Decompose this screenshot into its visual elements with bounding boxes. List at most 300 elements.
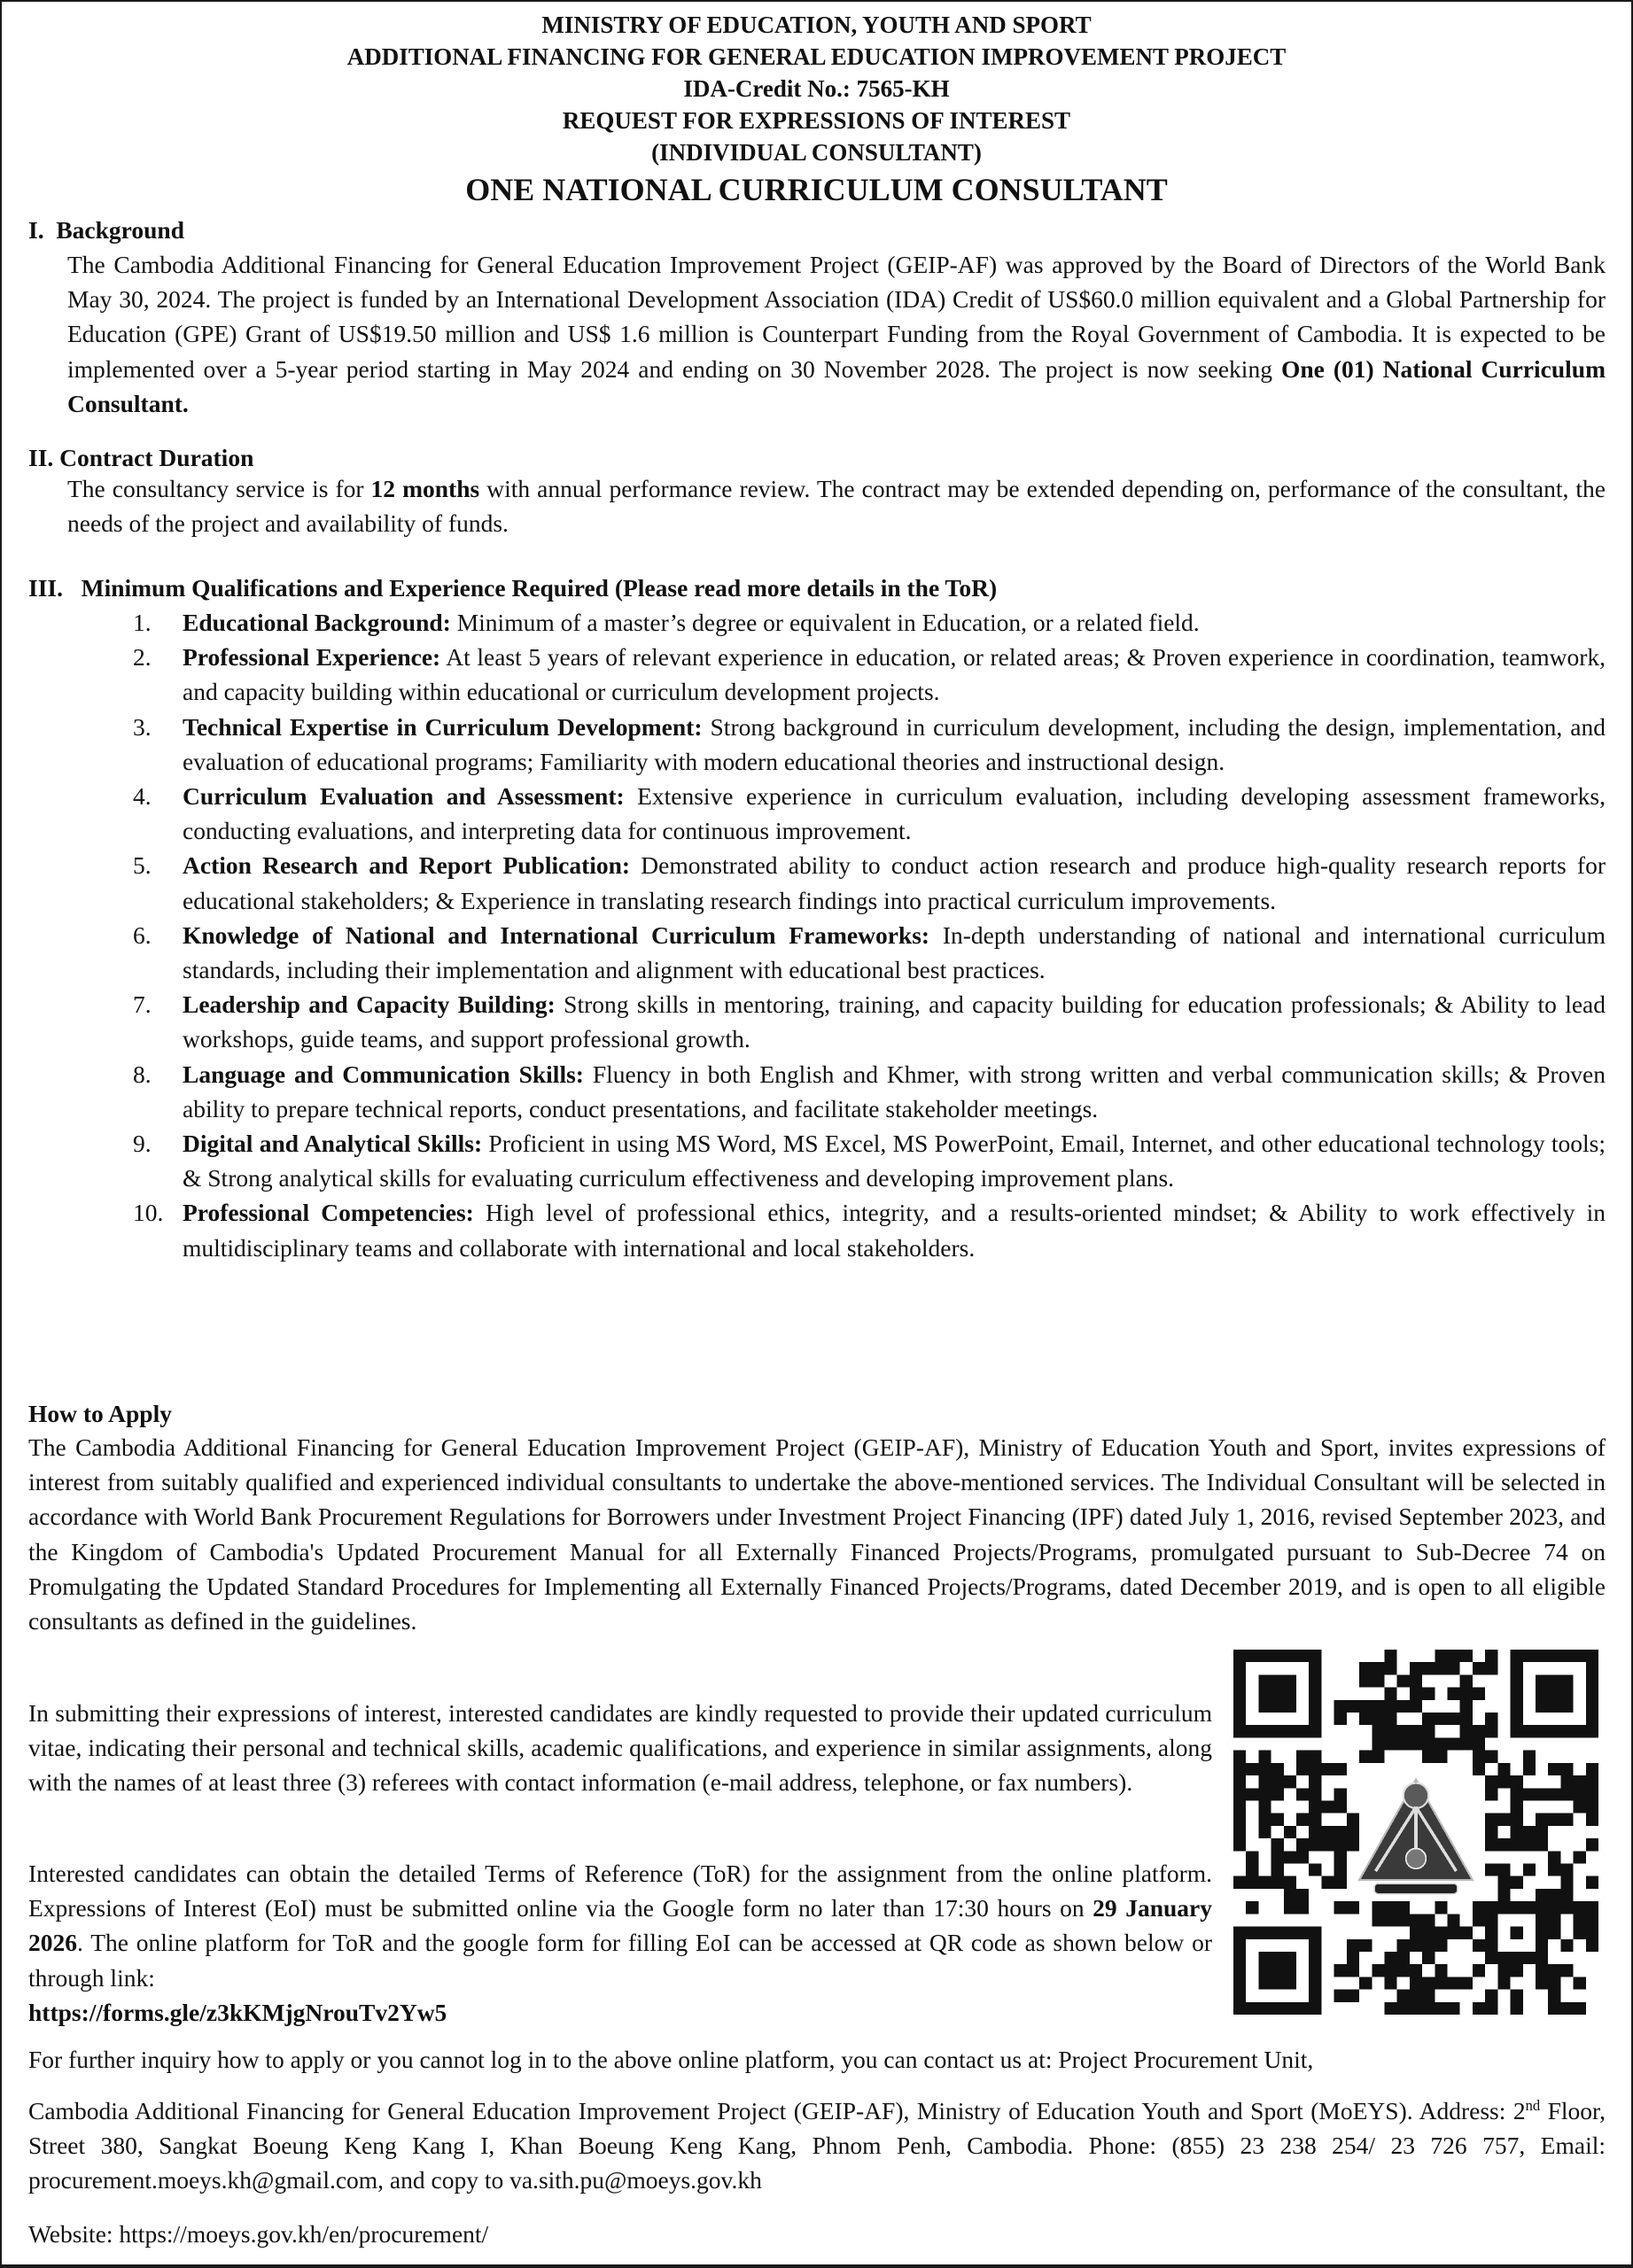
contract-duration: 12 months <box>370 475 480 502</box>
qr-module <box>1372 1901 1384 1914</box>
qr-module <box>1233 1800 1246 1813</box>
qr-module <box>1397 1914 1410 1926</box>
qr-module <box>1258 1952 1271 1964</box>
qr-module <box>1548 1851 1560 1863</box>
qr-module <box>1422 1725 1435 1737</box>
qr-module <box>1511 1775 1523 1788</box>
qr-module <box>1560 1674 1573 1687</box>
qr-module <box>1574 1788 1586 1800</box>
qr-module <box>1497 1838 1510 1851</box>
qr-module <box>1473 1964 1485 1977</box>
qr-module <box>1422 2002 1435 2015</box>
qr-module <box>1410 1977 1422 1989</box>
qr-module <box>1233 1990 1246 2002</box>
qr-module <box>1422 1977 1435 1989</box>
qr-module <box>1473 1763 1485 1775</box>
qr-module <box>1448 1688 1460 1700</box>
qr-module <box>1422 1751 1435 1763</box>
qr-module <box>1334 1800 1347 1813</box>
qualification-text: High level of professional ethics, integrity, and a results-oriented mindset; & Ability to work effectively in multidisciplinary teams and collaborate with international and local stakeholders. <box>183 1199 1606 1262</box>
qr-module <box>1548 1964 1560 1977</box>
apply-paragraph-2: In submitting their expressions of interest, interested candidates are kindly requested to provide their updated curriculum vitae, indicating their personal and technical skills, academic qualifications, and experience in similar assignments, along with the names of at least three (3) referees with contact information (e-mail address, telephone, or fax numbers). <box>28 1699 1212 1797</box>
qr-module <box>1284 1775 1296 1788</box>
qualification-label: Action Research and Report Publication: <box>183 851 631 880</box>
qr-module <box>1511 1688 1523 1700</box>
background-bold-text: One (01) National Curriculum Consultant. <box>67 354 1606 417</box>
qr-module <box>1548 1650 1560 1662</box>
qr-module <box>1422 1927 1435 1939</box>
qr-module <box>1233 1939 1246 1952</box>
qr-module <box>1233 1826 1246 1838</box>
qr-module <box>1586 1939 1598 1952</box>
inquiry-text: For further inquiry how to apply or you cannot log in to the above online platform, you can contact us at: Project Procurement Unit, <box>28 2046 1314 2073</box>
qr-module <box>1233 1927 1246 1939</box>
qr-module <box>1473 1662 1485 1674</box>
qr-module <box>1574 2002 1586 2015</box>
qr-module <box>1258 1814 1271 1826</box>
qr-module <box>1233 1952 1246 1964</box>
qr-module <box>1586 1914 1598 1926</box>
qr-module <box>1435 1901 1447 1914</box>
qr-module <box>1485 1751 1497 1763</box>
qr-module <box>1271 1725 1284 1737</box>
qr-module <box>1586 1700 1598 1713</box>
qr-module <box>1284 1650 1296 1662</box>
qr-module <box>1321 1800 1334 1813</box>
qr-module <box>1548 1688 1560 1700</box>
qualification-number: 4. <box>133 782 152 811</box>
qr-module <box>1284 1688 1296 1700</box>
qr-module <box>1435 1964 1447 1977</box>
qr-module <box>1548 1990 1560 2002</box>
qr-module <box>1296 1851 1309 1863</box>
qr-module <box>1397 1990 1410 2002</box>
apply-access-text: . The online platform for ToR and the google form for filling EoI can be accessed at QR code as shown below or through link: <box>28 1929 1212 1992</box>
qr-module <box>1511 1876 1523 1889</box>
section-title: Background <box>56 216 185 244</box>
qr-module <box>1536 1964 1548 1977</box>
qr-module <box>1485 1901 1497 1914</box>
qr-module <box>1511 1788 1523 1800</box>
qr-module <box>1309 1990 1321 2002</box>
qr-module <box>1347 1964 1359 1977</box>
qr-module <box>1560 1814 1573 1826</box>
qr-module <box>1511 2002 1523 2015</box>
qr-module <box>1246 1851 1258 1863</box>
qr-module <box>1397 1700 1410 1713</box>
qr-module <box>1485 2002 1497 2015</box>
qr-module <box>1258 1674 1271 1687</box>
qr-module <box>1497 1901 1510 1914</box>
qr-module <box>1586 1725 1598 1737</box>
qr-module <box>1574 1851 1586 1863</box>
qr-module <box>1384 1964 1396 1977</box>
qr-module <box>1523 1864 1536 1876</box>
qr-module <box>1372 1700 1384 1713</box>
qr-module <box>1258 1800 1271 1813</box>
contract-text: The consultancy service is for <box>67 475 371 502</box>
qr-module <box>1410 1700 1422 1713</box>
qr-module <box>1460 1927 1473 1939</box>
qr-module <box>1384 1977 1396 1989</box>
qr-module <box>1511 1826 1523 1838</box>
qr-module <box>1397 2002 1410 2015</box>
qr-module <box>1536 1674 1548 1687</box>
qr-module <box>1397 1674 1410 1687</box>
qr-module <box>1497 1889 1510 1901</box>
qr-module <box>1359 1674 1372 1687</box>
qr-module <box>1284 1927 1296 1939</box>
qr-module <box>1523 1952 1536 1964</box>
qr-module <box>1536 1826 1548 1838</box>
qr-module <box>1497 1964 1510 1977</box>
qr-module <box>1372 1751 1384 1763</box>
qr-module <box>1347 1939 1359 1952</box>
qr-module <box>1372 1737 1384 1750</box>
qr-module <box>1586 1788 1598 1800</box>
qr-module <box>1422 1713 1435 1725</box>
qualification-number: 3. <box>133 712 152 741</box>
qr-module <box>1258 1977 1271 1989</box>
qr-module <box>1359 1700 1372 1713</box>
qr-module <box>1271 1851 1284 1863</box>
qr-module <box>1560 1775 1573 1788</box>
qr-module <box>1334 1788 1347 1800</box>
qr-module <box>1372 1725 1384 1737</box>
qualification-text: Fluency in both English and Khmer, with strong written and verbal communication skills; & Proven ability to prepare technical reports, conduct presentations, and facilitate stakeholder meetings. <box>183 1060 1606 1122</box>
qr-module <box>1410 1725 1422 1737</box>
qr-module <box>1523 1838 1536 1851</box>
qualification-number: 1. <box>133 609 152 636</box>
qr-module <box>1258 1788 1271 1800</box>
qr-module <box>1485 1939 1497 1952</box>
qr-module <box>1309 1751 1321 1763</box>
qr-module <box>1309 1700 1321 1713</box>
qr-module <box>1586 1674 1598 1687</box>
qualification-label: Educational Background: <box>183 609 451 636</box>
qr-module <box>1485 1864 1497 1876</box>
google-form-link[interactable]: https://forms.gle/z3kKMjgNrouTv2Yw5 <box>28 1998 447 2026</box>
qr-module <box>1309 1650 1321 1662</box>
qr-module <box>1460 1737 1473 1750</box>
qr-module <box>1271 1674 1284 1687</box>
qr-module <box>1246 1650 1258 1662</box>
qr-module <box>1384 1914 1396 1926</box>
qualification-label: Digital and Analytical Skills: <box>183 1130 483 1158</box>
qr-module <box>1574 1650 1586 1662</box>
qr-module <box>1435 1751 1447 1763</box>
qr-module <box>1586 1650 1598 1662</box>
qr-module <box>1511 1650 1523 1662</box>
qr-module <box>1271 1688 1284 1700</box>
qr-module <box>1497 1775 1510 1788</box>
qr-module <box>1548 1788 1560 1800</box>
qr-module <box>1511 1713 1523 1725</box>
qr-module <box>1384 1725 1396 1737</box>
qr-module <box>1246 1876 1258 1889</box>
section-number: III. <box>28 574 63 602</box>
qr-module <box>1296 2002 1309 2015</box>
qr-module <box>1574 1927 1586 1939</box>
qr-module <box>1334 1990 1347 2002</box>
qr-module <box>1422 1688 1435 1700</box>
qr-module <box>1284 2002 1296 2015</box>
qr-module <box>1448 1914 1460 1926</box>
qr-module <box>1359 1977 1372 1989</box>
section-qualifications-heading <box>28 571 997 605</box>
qr-code-icon[interactable] <box>1233 1650 1598 2015</box>
qr-module <box>1523 1901 1536 1914</box>
qr-module <box>1384 1700 1396 1713</box>
qr-module <box>1233 1977 1246 1989</box>
qr-module <box>1574 1901 1586 1914</box>
qr-module <box>1511 1725 1523 1737</box>
qr-module <box>1321 1826 1334 1838</box>
qr-module <box>1246 1864 1258 1876</box>
qr-module <box>1536 1927 1548 1939</box>
qr-module <box>1511 1700 1523 1713</box>
qualification-text: Extensive experience in curriculum evaluation, including developing assessment frameworks, conducting evaluations, and interpreting data for continuous improvement. <box>183 782 1606 845</box>
qr-module <box>1334 1713 1347 1725</box>
qr-module <box>1560 1939 1573 1952</box>
background-text: The Cambodia Additional Financing for General Education Improvement Project (GEIP-AF) was approved by the Board of Directors of the World Bank May 30, 2024. The project is funded by an International Development Association (IDA) Credit of US$60.0 million equivalent and a Global Partnership for Education (GPE) Grant of US$19.50 million and US$ 1.6 million is Counterpart Funding from the Royal Government of Cambodia. It is expected to be implemented over a 5-year period starting in May 2024 and ending on 30 November 2028. The project is now seeking <box>67 251 1606 383</box>
qr-module <box>1296 1788 1309 1800</box>
qr-module <box>1309 1964 1321 1977</box>
qr-module <box>1485 1826 1497 1838</box>
qr-module <box>1397 1939 1410 1952</box>
qr-module <box>1473 1688 1485 1700</box>
qr-module <box>1258 1700 1271 1713</box>
qr-module <box>1246 1927 1258 1939</box>
qr-module <box>1334 1864 1347 1876</box>
qr-module <box>1574 1725 1586 1737</box>
qr-module <box>1233 1700 1246 1713</box>
qr-module <box>1233 1763 1246 1775</box>
qr-module <box>1548 1700 1560 1713</box>
qr-module <box>1258 1688 1271 1700</box>
qualification-item <box>133 640 1606 709</box>
qr-module <box>1271 1927 1284 1939</box>
qr-module <box>1511 1927 1523 1939</box>
qr-module <box>1523 1826 1536 1838</box>
qr-module <box>1536 1939 1548 1952</box>
qr-module <box>1560 2002 1573 2015</box>
qr-module <box>1523 1763 1536 1775</box>
qr-module <box>1372 1662 1384 1674</box>
qualification-text: In-depth understanding of national and international curriculum standards, including their implementation and alignment with educational best practices. <box>183 920 1606 984</box>
qr-module <box>1233 1650 1246 1662</box>
qr-module <box>1258 1763 1271 1775</box>
qr-module <box>1511 1800 1523 1813</box>
qr-module <box>1246 2002 1258 2015</box>
qr-module <box>1271 1977 1284 1989</box>
section-contract-heading <box>28 440 253 475</box>
qr-module <box>1233 1788 1246 1800</box>
qr-module <box>1497 1763 1510 1775</box>
qr-module <box>1258 1751 1271 1763</box>
qr-module <box>1384 1688 1396 1700</box>
qr-module <box>1258 1725 1271 1737</box>
qr-module <box>1473 1901 1485 1914</box>
qr-module <box>1309 1662 1321 1674</box>
qr-module <box>1246 1788 1258 1800</box>
qr-module <box>1473 2002 1485 2015</box>
qr-module <box>1536 1725 1548 1737</box>
qr-module <box>1397 1901 1410 1914</box>
qr-module <box>1347 1700 1359 1713</box>
qr-module <box>1560 1688 1573 1700</box>
contact-paragraph <box>28 2093 1606 2198</box>
qr-module <box>1574 1914 1586 1926</box>
qr-module <box>1271 1775 1284 1788</box>
qr-module <box>1574 1977 1586 1989</box>
qualification-text: At least 5 years of relevant experience in education, or related areas; & Proven experience in coordination, teamwork, and capacity building within educational or curriculum development projects. <box>183 643 1606 706</box>
qr-module <box>1309 1763 1321 1775</box>
application-deadline: 29 January 2026 <box>28 1894 1213 1957</box>
qr-module <box>1372 1674 1384 1687</box>
contract-paragraph <box>67 471 1606 540</box>
qr-module <box>1511 1662 1523 1674</box>
qr-module <box>1347 1990 1359 2002</box>
qualifications-list <box>133 605 1606 1265</box>
qr-module <box>1321 1838 1334 1851</box>
qr-module <box>1372 1914 1384 1926</box>
qr-module <box>1284 1826 1296 1838</box>
qr-module <box>1233 1674 1246 1687</box>
qr-module <box>1422 1990 1435 2002</box>
qr-module <box>1334 1901 1347 1914</box>
qualification-number: 2. <box>133 643 152 672</box>
qualification-item <box>133 987 1606 1056</box>
qr-module <box>1284 1700 1296 1713</box>
qr-module <box>1511 1952 1523 1964</box>
qr-module <box>1309 1688 1321 1700</box>
section-title: Minimum Qualifications and Experience Required (Please read more details in the ToR) <box>81 574 998 602</box>
qr-module <box>1460 1700 1473 1713</box>
qr-module <box>1536 1700 1548 1713</box>
qr-module <box>1246 1725 1258 1737</box>
qr-module <box>1233 1725 1246 1737</box>
qr-module <box>1321 1876 1334 1889</box>
qr-module <box>1586 1688 1598 1700</box>
qr-module <box>1233 1838 1246 1851</box>
qr-module <box>1511 1901 1523 1914</box>
qr-module <box>1284 1977 1296 1989</box>
qr-module <box>1410 1674 1422 1687</box>
qr-module <box>1258 1927 1271 1939</box>
website-line <box>28 2217 1606 2251</box>
qr-module <box>1586 1876 1598 1889</box>
qr-module <box>1560 1725 1573 1737</box>
website-label: Website: <box>28 2220 120 2248</box>
qr-module <box>1536 1952 1548 1964</box>
qualification-item <box>133 605 1606 640</box>
qualification-item <box>133 710 1606 779</box>
qr-module <box>1548 1725 1560 1737</box>
qualification-number: 8. <box>133 1060 152 1088</box>
qr-module <box>1511 1814 1523 1826</box>
qr-module <box>1548 1914 1560 1926</box>
qr-module <box>1560 1763 1573 1775</box>
qr-module <box>1384 1952 1396 1964</box>
qr-module <box>1410 1990 1422 2002</box>
qr-module <box>1560 1901 1573 1914</box>
qr-module <box>1246 1901 1258 1914</box>
qr-module <box>1448 1977 1460 1989</box>
qr-module <box>1435 1977 1447 1989</box>
qr-module <box>1473 1725 1485 1737</box>
qr-module <box>1258 1650 1271 1662</box>
qr-module <box>1497 1876 1510 1889</box>
qr-module <box>1296 1751 1309 1763</box>
qr-module <box>1473 1751 1485 1763</box>
qr-module <box>1334 1826 1347 1838</box>
qr-module <box>1448 2002 1460 2015</box>
qr-module <box>1536 1788 1548 1800</box>
qr-module <box>1485 1914 1497 1926</box>
qualification-text: Demonstrated ability to conduct action research and produce high-quality research reports for educational stakeholders; & Experience in translating research findings into practical curriculum improvements. <box>183 851 1606 914</box>
qualification-label: Knowledge of National and International Curriculum Frameworks: <box>183 920 930 949</box>
ordinal-suffix: nd <box>1525 2096 1541 2114</box>
qr-module <box>1485 1788 1497 1800</box>
qr-module <box>1372 1713 1384 1725</box>
qr-module <box>1271 1814 1284 1826</box>
qr-module <box>1258 1876 1271 1889</box>
website-link[interactable]: https://moeys.gov.kh/en/procurement/ <box>119 2220 489 2248</box>
qr-module <box>1448 1713 1460 1725</box>
ministry-emblem-icon <box>1359 1779 1473 1893</box>
qr-module <box>1347 1826 1359 1838</box>
qr-module <box>1309 1775 1321 1788</box>
qr-module <box>1284 1952 1296 1964</box>
header-request: REQUEST FOR EXPRESSIONS OF INTEREST <box>562 107 1071 134</box>
qualification-number: 10. <box>133 1199 164 1227</box>
qr-module <box>1448 1662 1460 1674</box>
qr-module <box>1397 1737 1410 1750</box>
qr-module <box>1384 1662 1396 1674</box>
qr-module <box>1548 1889 1560 1901</box>
qr-module <box>1574 1775 1586 1788</box>
qr-module <box>1309 1713 1321 1725</box>
qr-module <box>1284 1889 1296 1901</box>
qr-module <box>1321 1763 1334 1775</box>
qr-module <box>1258 2002 1271 2015</box>
qr-module <box>1497 1977 1510 1989</box>
qr-module <box>1548 1901 1560 1914</box>
qr-module <box>1233 1964 1246 1977</box>
qr-module <box>1384 2002 1396 2015</box>
qr-module <box>1523 1751 1536 1763</box>
apply-paragraph-3 <box>28 1856 1212 2030</box>
qr-module <box>1233 1713 1246 1725</box>
qr-module <box>1422 1662 1435 1674</box>
qr-module <box>1536 1838 1548 1851</box>
qr-module <box>1258 1775 1271 1788</box>
qr-module <box>1460 1650 1473 1662</box>
qr-module <box>1435 1737 1447 1750</box>
section-number: I. <box>28 216 44 244</box>
qr-module <box>1347 1952 1359 1964</box>
qr-module <box>1296 1814 1309 1826</box>
qr-module <box>1548 1674 1560 1687</box>
header-consultant-type: (INDIVIDUAL CONSULTANT) <box>651 139 982 166</box>
qr-module <box>1271 2002 1284 2015</box>
qr-module <box>1422 1952 1435 1964</box>
qualification-label: Technical Expertise in Curriculum Development: <box>183 712 703 741</box>
qr-module <box>1271 1650 1284 1662</box>
qr-module <box>1560 1964 1573 1977</box>
qr-module <box>1397 1952 1410 1964</box>
